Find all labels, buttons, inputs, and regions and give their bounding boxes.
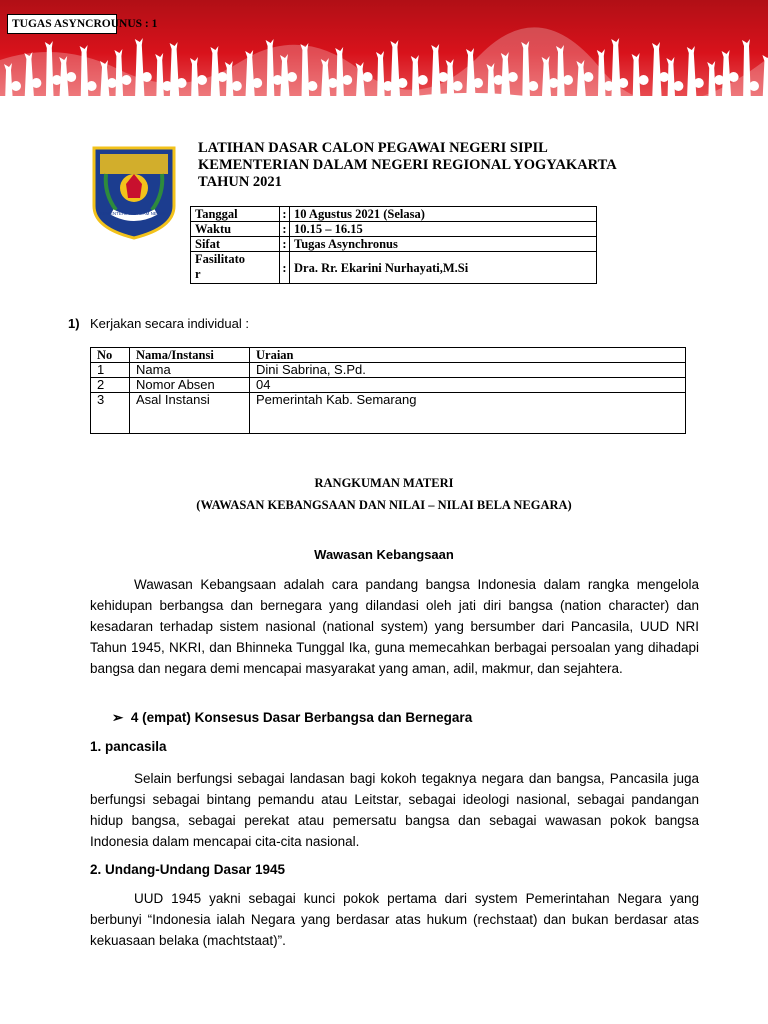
info-sep: : <box>280 207 290 222</box>
section-title: Wawasan Kebangsaan <box>314 547 454 562</box>
crowd-head-shape <box>729 72 739 82</box>
crowd-head-shape <box>583 72 593 82</box>
info-label: Sifat <box>191 237 280 252</box>
crowd-head-shape <box>107 78 117 88</box>
table-cell: Asal Instansi <box>130 393 250 434</box>
intro-paragraph <box>90 574 699 679</box>
crowd-head-shape <box>342 75 352 85</box>
logo-text: KEMENTERIAN DALAM NEGERI <box>100 211 168 216</box>
crowd-head-shape <box>694 78 704 88</box>
table-row <box>191 222 597 237</box>
table-cell: 04 <box>250 378 686 393</box>
crowd-head-shape <box>618 78 628 88</box>
crowd-head-shape <box>549 78 559 88</box>
document-title <box>198 140 617 191</box>
crowd-head-shape <box>418 75 428 85</box>
crowd-head-shape <box>328 78 338 88</box>
individual-table <box>90 347 686 434</box>
table-cell: Nama <box>130 363 250 378</box>
table-cell: Pemerintah Kab. Semarang <box>250 393 686 434</box>
point2-title: 2. Undang-Undang Dasar 1945 <box>90 862 286 877</box>
crowd-head-shape <box>142 72 152 82</box>
column-header: Uraian <box>250 348 686 363</box>
info-value: 10.15 – 16.15 <box>290 222 597 237</box>
crowd-head-shape <box>563 75 573 85</box>
point2-paragraph <box>90 888 699 951</box>
crowd-head-shape <box>508 72 518 82</box>
table-row <box>191 237 597 252</box>
info-sep: : <box>280 237 290 252</box>
crowd-head-shape <box>639 75 649 85</box>
crowd-head-shape <box>307 81 317 91</box>
crowd-head-shape <box>673 81 683 91</box>
summary-title: RANGKUMAN MATERI <box>314 476 454 490</box>
bullet-heading <box>112 710 472 726</box>
crowd-head-shape <box>31 78 41 88</box>
instruction <box>68 316 249 331</box>
intro-text: Wawasan Kebangsaan adalah cara pandang bangsa Indonesia dalam rangka mengelola kehidupan berbangsa dan bernegara yang dilandasi oleh jati diri bangsa (nation character) dan kesadaran terhadap sistem nasional (national system) yang bersumber dari Pancasila, UUD NRI Tahun 1945, NKRI, dan Bhinneka Tunggal Ika, guna memecahkan berbagai persoalan yang dihadapi bangsa dan negara demi mencapai masyarakat yang aman, adil, makmur, dan sejahtera. <box>90 577 699 676</box>
table-cell: Dini Sabrina, S.Pd. <box>250 363 686 378</box>
arrow-bullet-icon: ➢ <box>112 710 124 725</box>
table-row <box>191 252 597 284</box>
column-header: Nama/Instansi <box>130 348 250 363</box>
crowd-head-shape <box>397 78 407 88</box>
bullet-text: 4 (empat) Konsesus Dasar Berbangsa dan Bernegara <box>130 710 473 725</box>
table-row <box>91 363 686 378</box>
point1-text: Selain berfungsi sebagai landasan bagi kokoh tegaknya negara dan bangsa, Pancasila juga berfungsi sebagai bintang pemandu atau Leitstar, sebagai ideologi nasional, sebagai pandangan hidup bangsa, sebagai perekat atau pemersatu bangsa dan sebagai wawasan pokok bangsa Indonesia dalam mencapai cita-cita nasional. <box>90 771 699 849</box>
instruction-text: Kerjakan secara individual : <box>90 316 249 331</box>
info-label: Tanggal <box>191 207 280 222</box>
table-cell: Nomor Absen <box>130 378 250 393</box>
crowd-head-shape <box>197 75 207 85</box>
crowd-head-shape <box>121 75 131 85</box>
crowd-head-shape <box>287 72 297 82</box>
crowd-head-shape <box>87 81 97 91</box>
title-line: KEMENTERIAN DALAM NEGERI REGIONAL YOGYAKARTA <box>198 157 617 173</box>
instruction-number: 1) <box>68 316 80 331</box>
crowd-head-shape <box>659 72 669 82</box>
crowd-head-shape <box>232 81 242 91</box>
crowd-head-shape <box>438 72 448 82</box>
title-line: LATIHAN DASAR CALON PEGAWAI NEGERI SIPIL <box>198 140 548 156</box>
table-row <box>91 393 686 434</box>
info-table <box>190 206 597 284</box>
info-value: Tugas Asynchronus <box>290 237 597 252</box>
table-cell: 3 <box>91 393 130 434</box>
crowd-head-shape <box>217 72 227 82</box>
crowd-head-shape <box>11 81 21 91</box>
table-cell: 2 <box>91 378 130 393</box>
point2-text: UUD 1945 yakni sebagai kunci pokok pertama dari system Pemerintahan Negara yang berbunyi “Indonesia ialah Negara yang berdasar atas hukum (rechstaat) dan bukan berdasar atas kekuasaan belaka (machtstaat)”. <box>90 891 699 948</box>
table-row <box>91 378 686 393</box>
point1-paragraph <box>90 768 699 852</box>
crowd-head-shape <box>363 72 373 82</box>
info-sep: : <box>280 222 290 237</box>
crowd-head-shape <box>453 81 463 91</box>
table-cell: 1 <box>91 363 130 378</box>
crowd-head-shape <box>252 78 262 88</box>
crowd-head-shape <box>177 78 187 88</box>
crowd-head-shape <box>66 72 76 82</box>
point1-title: 1. pancasila <box>90 739 167 754</box>
crowd-head-shape <box>749 81 759 91</box>
table-row <box>191 207 597 222</box>
crowd-head-shape <box>528 81 538 91</box>
summary-subtitle: (WAWASAN KEBANGSAAN DAN NILAI – NILAI BELA NEGARA) <box>196 498 572 512</box>
crowd-head-shape <box>473 78 483 88</box>
info-value: Dra. Rr. Ekarini Nurhayati,M.Si <box>290 252 597 284</box>
info-label: Waktu <box>191 222 280 237</box>
kemendagri-logo-icon <box>90 144 178 240</box>
title-line: TAHUN 2021 <box>198 174 282 190</box>
info-label: Fasilitato r <box>191 252 280 284</box>
column-header: No <box>91 348 130 363</box>
table-header-row <box>91 348 686 363</box>
info-value: 10 Agustus 2021 (Selasa) <box>290 207 597 222</box>
assignment-tag: TUGAS ASYNCROUNUS : 1 <box>7 14 117 34</box>
info-sep: : <box>280 252 290 284</box>
